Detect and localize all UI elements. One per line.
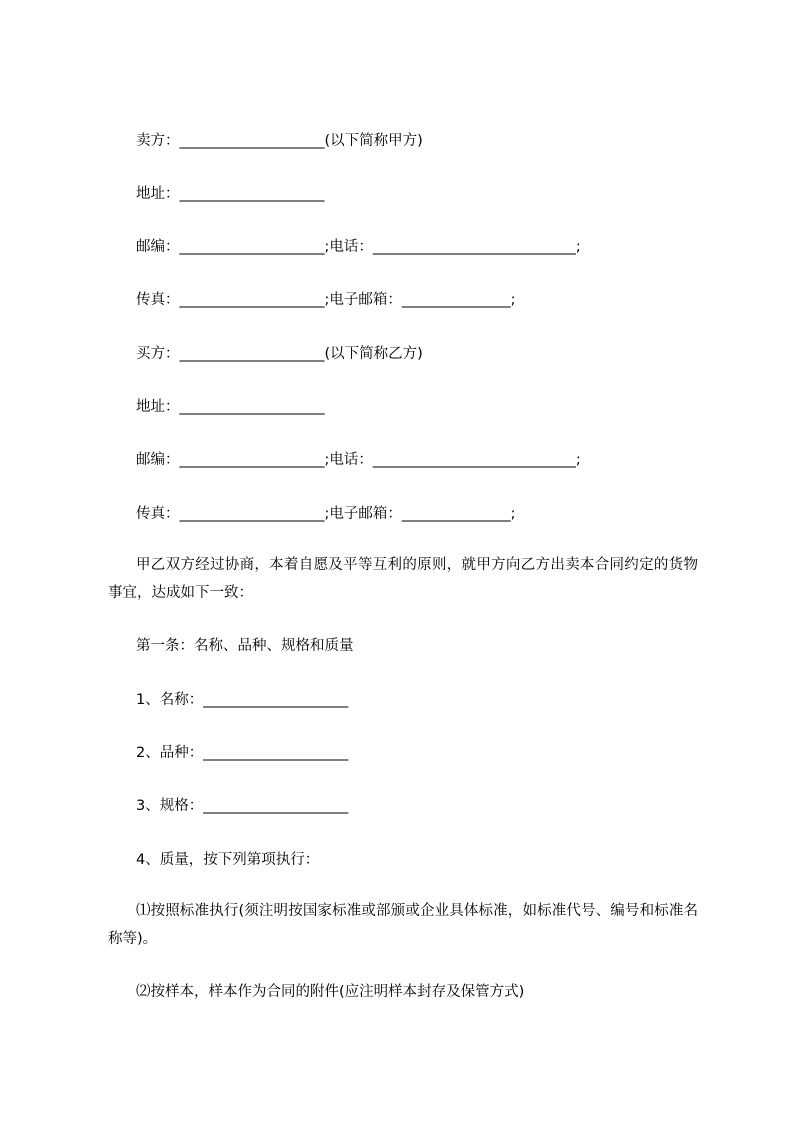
seller-postcode-phone-line: 邮编：____________________;电话：____________________________; (136, 239, 581, 255)
item-quality-line: 4、质量，按下列第项执行： (136, 852, 320, 868)
intro-paragraph: 甲乙双方经过协商，本着自愿及平等互利的原则，就甲方向乙方出卖本合同约定的货物事宜，达成如下一致： (108, 557, 698, 601)
seller-name-line: 卖方：____________________(以下简称甲方) (136, 133, 423, 149)
item-variety-line: 2、品种：____________________ (136, 745, 349, 761)
quality-clause-1: ⑴按照标准执行(须注明按国家标准或部颁或企业具体标准，如标准代号、编号和标准名称等)。 (108, 903, 698, 947)
quality-clause-2: ⑵按样本，样本作为合同的附件(应注明样本封存及保管方式) (136, 984, 525, 1000)
buyer-name-line: 买方：____________________(以下简称乙方) (136, 346, 423, 362)
article1-heading: 第一条：名称、品种、规格和质量 (136, 638, 354, 654)
seller-address-line: 地址：____________________ (136, 186, 325, 202)
item-name-line: 1、名称：____________________ (136, 692, 349, 708)
seller-fax-email-line: 传真：____________________;电子邮箱：_______________; (136, 292, 516, 308)
buyer-fax-email-line: 传真：____________________;电子邮箱：_______________; (136, 506, 516, 522)
buyer-address-line: 地址：____________________ (136, 399, 325, 415)
buyer-postcode-phone-line: 邮编：____________________;电话：____________________________; (136, 452, 581, 468)
item-spec-line: 3、规格：____________________ (136, 798, 349, 814)
